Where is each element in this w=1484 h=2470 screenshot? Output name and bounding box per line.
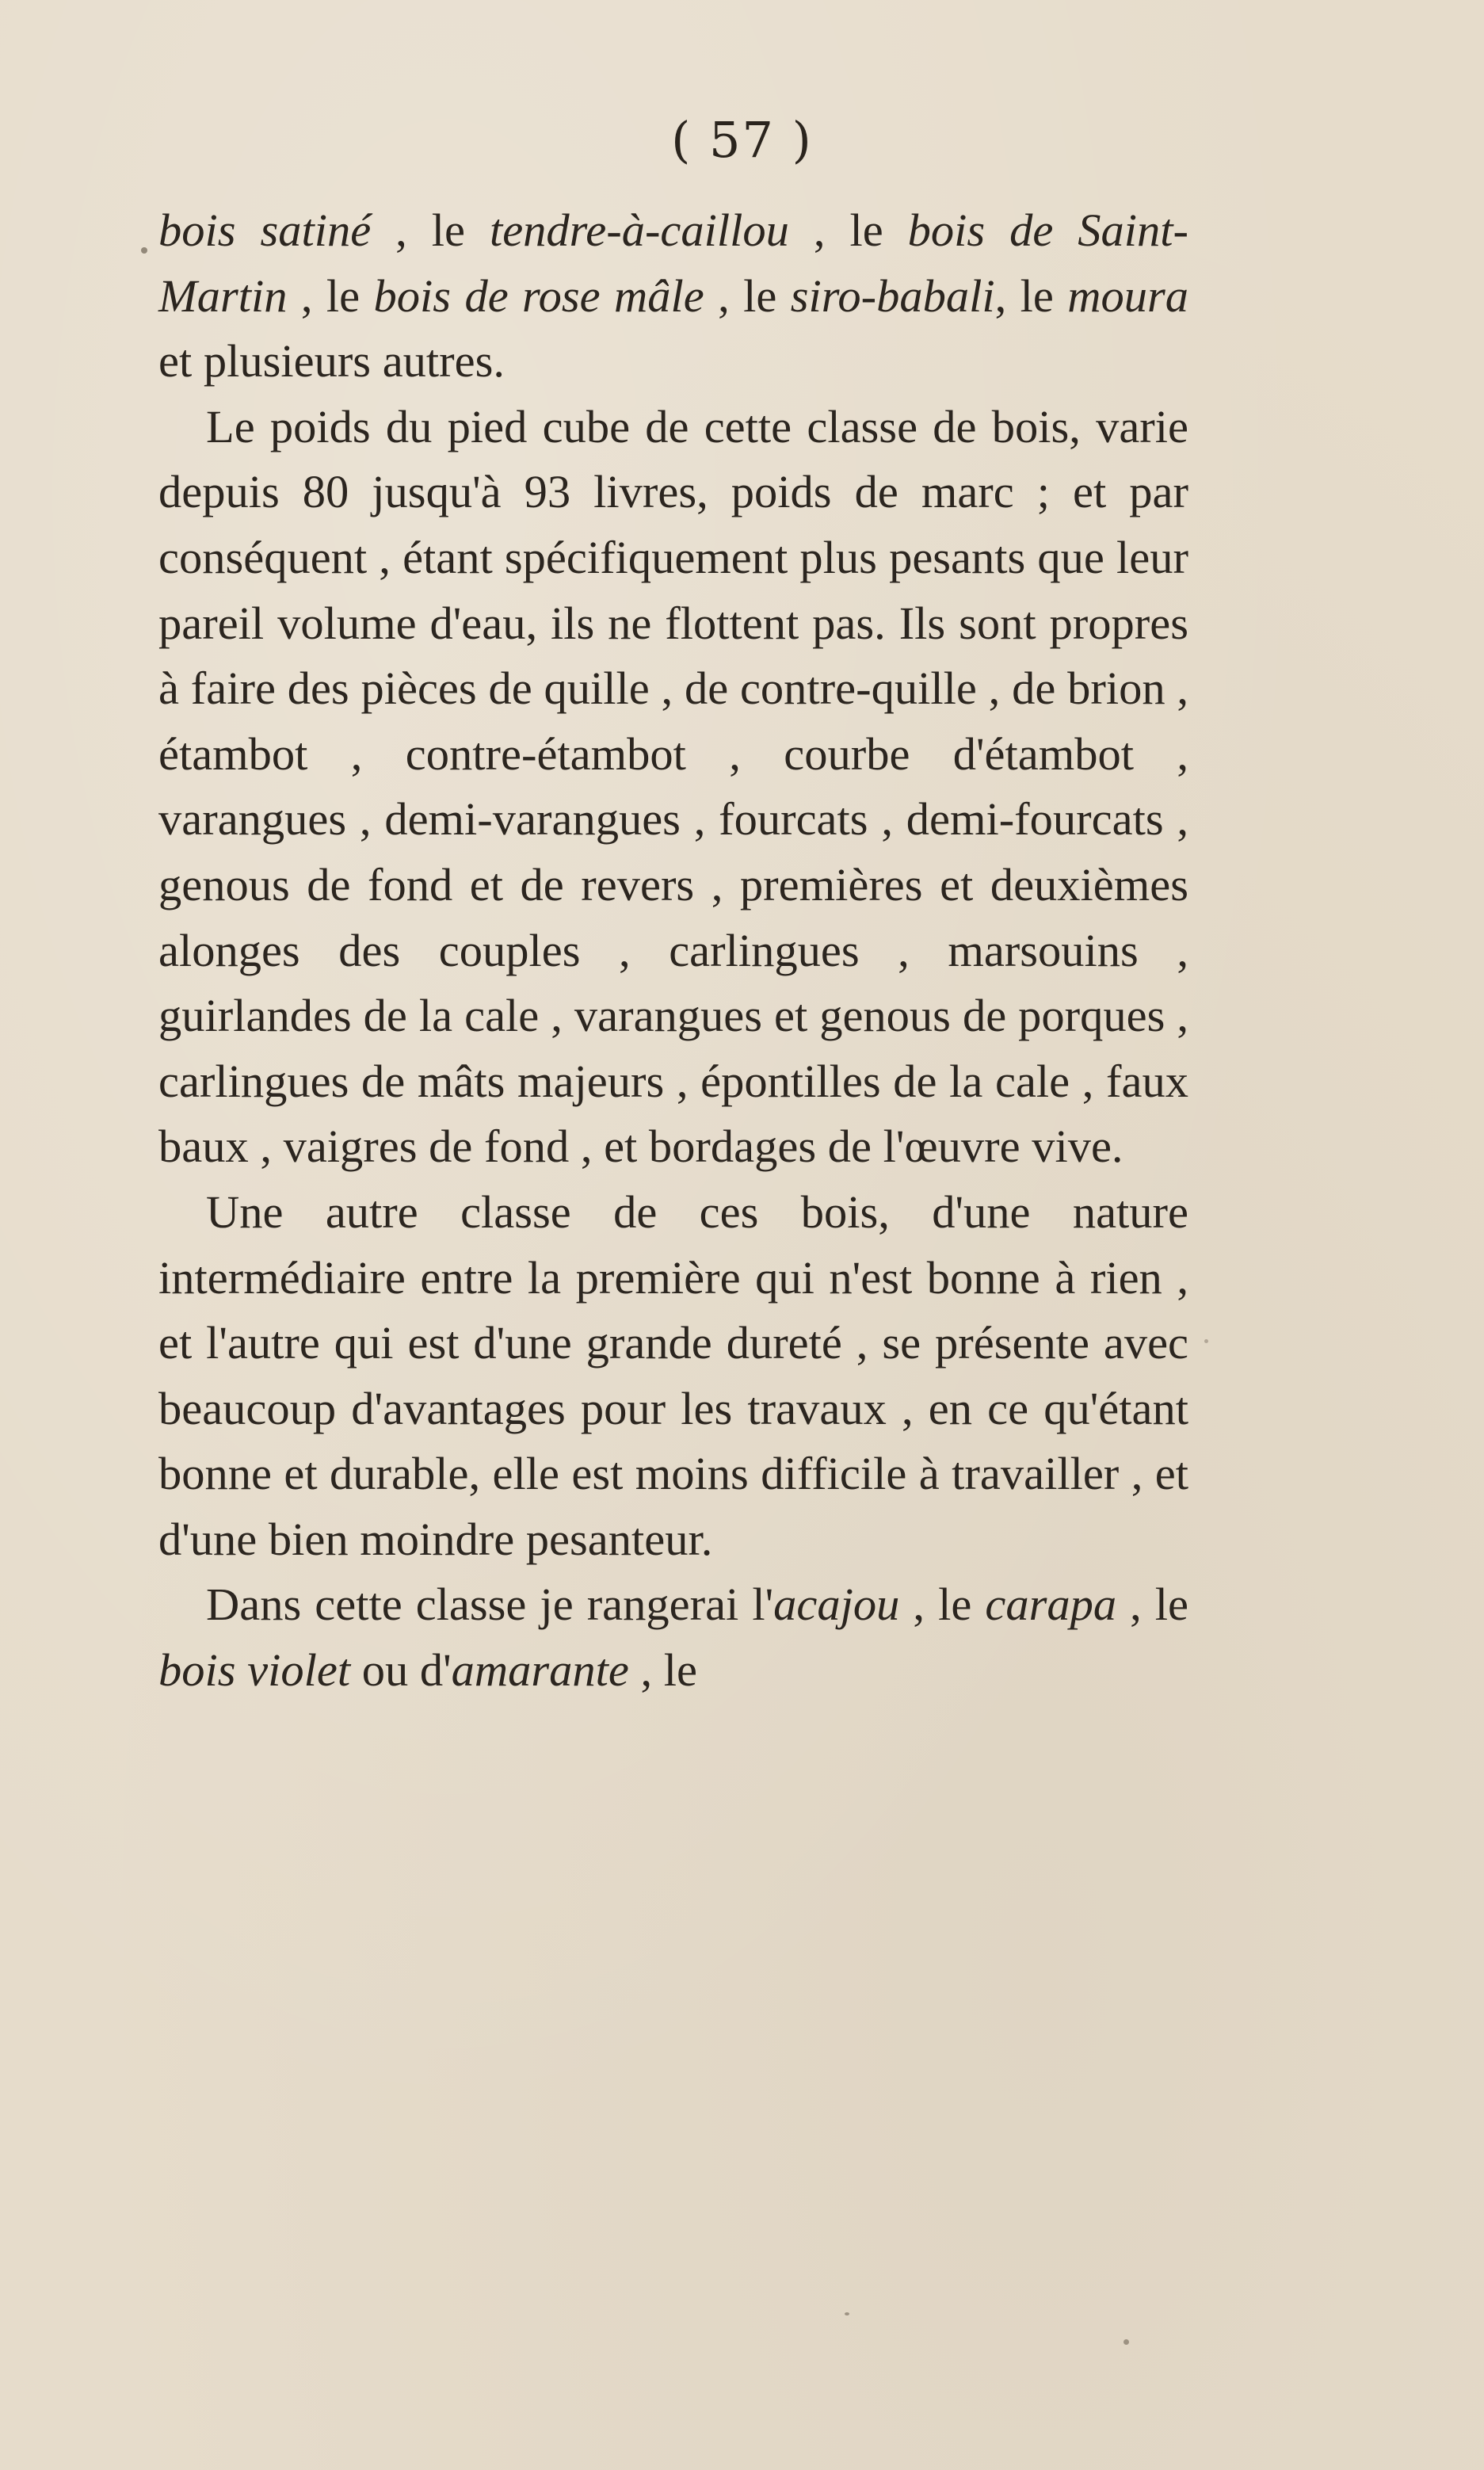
text-run: et plusieurs autres. <box>158 335 505 387</box>
text-run: ou d' <box>350 1644 452 1697</box>
italic-term: bois violet <box>158 1644 351 1697</box>
text-run: , le <box>1116 1579 1189 1631</box>
text-run: Le poids du pied cube de cette classe de bois, varie depuis 80 jusqu'à 93 livres, poids de marc ; et par conséquent , étant spécifiquement plus pesants que leur pareil volume d'eau, ils ne flottent pas. Ils sont propres à faire des pièces de quille , de contre-quille , de brion , étambot , contre-étambot , courbe d'étambot , varangues , demi-varangues , fourcats , demi-fourcats , genous de fond et de revers , premières et deuxièmes alonges des couples , carlingues , marsouins , guirlandes de la cale , varangues et genous de porques , carlingues de mâts majeurs , épontilles de la cale , faux baux , vaigres de fond , et bordages de l'œuvre vive. <box>158 400 1188 1173</box>
text-run: , le <box>899 1579 986 1631</box>
italic-term: acajou <box>773 1579 900 1631</box>
paragraph <box>158 395 1188 1180</box>
italic-term: carapa <box>985 1579 1117 1631</box>
paragraph <box>158 198 1188 395</box>
text-run: , le <box>788 204 908 256</box>
italic-term: moura <box>1067 269 1188 322</box>
text-run: Une autre classe de ces bois, d'une nature intermédiaire entre la première qui n'est bonne à rien , et l'autre qui est d'une grande dureté , se présente avec beaucoup d'avantages pour les travaux , en ce qu'étant bonne et durable, elle est moins difficile à travailler , et d'une bien moindre pesanteur. <box>158 1185 1188 1565</box>
text-run: Dans cette classe je rangerai l' <box>206 1579 774 1631</box>
italic-term: tendre-à-caillou <box>489 204 789 256</box>
text-run: , le <box>371 204 490 256</box>
paper-speck <box>1123 2339 1129 2345</box>
italic-term: amarante <box>451 1644 629 1697</box>
paragraph <box>158 1572 1188 1703</box>
paper-speck <box>1204 1339 1208 1343</box>
text-run: , le <box>628 1644 697 1697</box>
page-number: ( 57 ) <box>671 111 813 169</box>
italic-term: bois de rose mâle <box>373 269 704 322</box>
paragraph <box>158 1180 1188 1573</box>
italic-term: bois de Saint-Martin <box>158 204 1189 322</box>
text-run: , le <box>994 269 1068 322</box>
italic-term: siro-babali <box>790 269 995 322</box>
text-run: , le <box>287 269 374 322</box>
italic-term: bois satiné <box>158 204 372 256</box>
text-run: , le <box>704 269 791 322</box>
body-text <box>158 198 1188 1704</box>
paper-speck <box>141 247 147 254</box>
paper-speck <box>845 2312 849 2315</box>
